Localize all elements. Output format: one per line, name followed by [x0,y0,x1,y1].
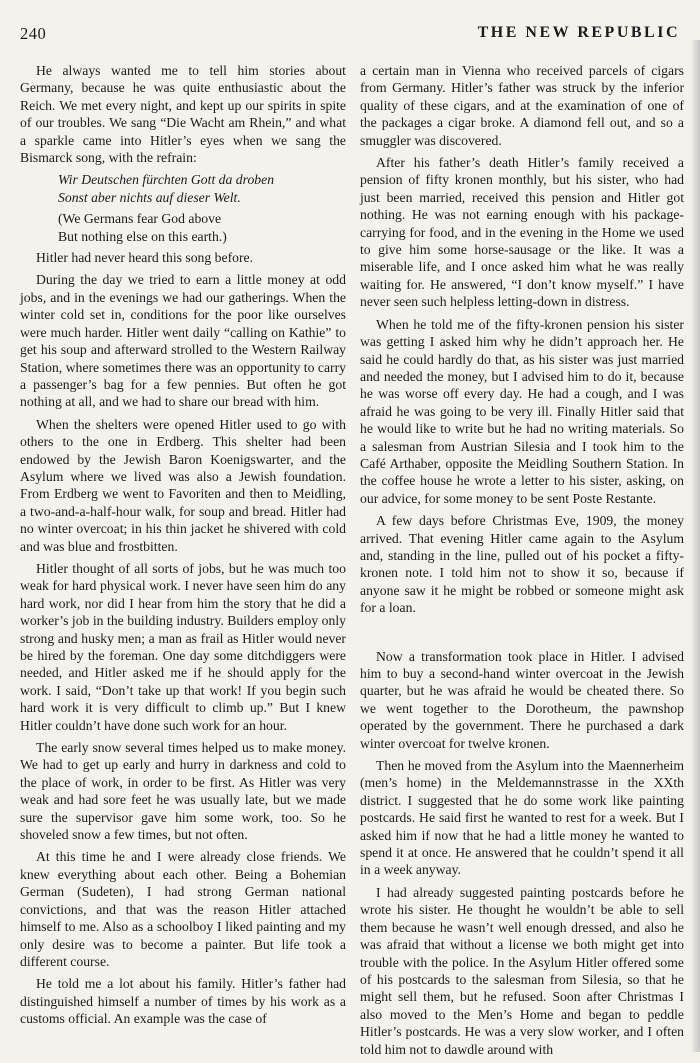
paragraph: Now a transformation took place in Hitler. I advised him to buy a second-hand winter overcoat in the Jewish quarter, but he was afraid he would be cheated there. So we went together to the Dorotheum, the pawnshop operated by the government. There he purchased a dark winter overcoat for twelve kronen. [360,648,684,751]
page-header [20,24,680,48]
right-column [360,62,684,1063]
page-number: 240 [20,24,47,43]
paragraph: Then he moved from the Asylum into the Maennerheim (men’s home) in the Meldemannstrasse in the XXth district. I suggested that he do some work like painting postcards. He said first he wanted to rest for a week. But I asked him if now that he had a little money he wanted to spend it at once. He answered that he couldn’t spend it all in a week anyway. [360,758,684,878]
paragraph: During the day we tried to earn a little money at odd jobs, and in the evenings we had our gatherings. When the winter cold set in, conditions for the poor like ourselves were much harder. Hitler went daily “calling on Kathie” to get his soup and afterward strolled to the Western Railway Station, where sometimes there was an opportunity to carry a passenger’s bag for a few pennies. But often he got nothing at all, and we had to share our bread with him. [20,272,346,410]
paragraph: After his father’s death Hitler’s family received a pension of fifty kronen monthly, but his sister, who had just been married, received this pension and Hitler got nothing. He was not earning enough with his package-carrying for food, and in the evening in the Home we used to give him some horse-sausage or the like. It was a miserable life, and I once asked him what he was really waiting for. He answered, “I don’t know myself.” I have never seen such helpless letting-down in distress. [360,155,684,310]
paragraph: When the shelters were opened Hitler used to go with others to the one in Erdberg. This shelter had been endowed by the Jewish Baron Koenigswarter, and the Asylum where we lived was also a Jewish foundation. From Erdberg we went to Favoriten and then to Meidling, a two-and-a-half-hour walk, for soup and bread. Hitler had no winter overcoat; in his thin jacket he shivered with cold and was blue and frostbitten. [20,416,346,554]
paragraph: Hitler had never heard this song before. [36,250,254,266]
section-break [360,622,684,648]
english-verse [58,210,346,245]
paragraph: The early snow several times helped us to make money. We had to get up early and hurry in darkness and cold to the place of work, in order to be first. As Hitler was very weak and had sore feet he was usually late, but we made sure the supervisor gave him some work, too. So he shoveled snow a few times, but not often. [20,740,346,843]
paragraph: A few days before Christmas Eve, 1909, the money arrived. That evening Hitler came again to the Asylum and, standing in the line, pulled out of his pocket a fifty-kronen note. I told him not to show it so, because if anyone saw it he might be robbed or someone might ask for a loan. [360,513,684,616]
paragraph: He always wanted me to tell him stories about Germany, because he was quite enthusiastic about the Reich. We met every night, and kept up our spirits in spite of our troubles. We sang “Die Wacht am Rhein,” and what a sparkle came into Hitler’s eyes when we sang the Bismarck song, with the refrain: [20,63,346,166]
paragraph: At this time he and I were already close friends. We knew everything about each other. Being a Bohemian German (Sudeten), I had strong German national convictions, and that was the reason Hitler attached himself to me. Also as a schoolboy I liked painting and my only desire was to become a painter. But life took a different course. [20,849,346,969]
verse-line: (We Germans fear God above [58,211,222,227]
page-edge-shadow [690,40,700,1052]
paragraph: a certain man in Vienna who received parcels of cigars from Germany. Hitler’s father was struck by the inferior quality of these cigars, and at the examination of one of the packages a cigar broke. A diamond fell out, and so a smuggler was discovered. [360,63,684,148]
german-verse [58,171,346,206]
left-column [20,62,346,1033]
journal-title: THE NEW REPUBLIC [477,24,680,41]
verse-line: Wir Deutschen fürchten Gott da droben [58,172,275,188]
verse-line: Sonst aber nichts auf dieser Welt. [58,189,241,205]
verse-line: But nothing else on this earth.) [58,228,227,244]
paragraph: When he told me of the fifty-kronen pension his sister was getting I asked him why he didn’t approach her. He said he could hardly do that, as his sister was just married and needed the money, but I advised him to do it, because he was worse off every day. He had a cough, and I was afraid he was going to be very ill. Finally Hitler said that he would like to write but he had no writing materials. So a salesman from Austrian Silesia and I took him to the Café Arthaber, opposite the Meidling Southern Station. In the coffee house he wrote a letter to his sister, asking, on our advice, for some money to be sent Poste Restante. [360,316,684,506]
paragraph: He told me a lot about his family. Hitler’s father had distinguished himself a number of times by his work as a customs official. An example was the case of [20,976,346,1027]
paragraph: I had already suggested painting postcards before he wrote his sister. He thought he wouldn’t be able to sell them because he wasn’t well enough dressed, and also he was afraid that without a license we both might get into trouble with the police. In the Asylum Hitler offered some of his postcards to the salesman from Silesia, so that he might sell them, but he refused. Soon after Christmas I also moved to the Men’s Home and began to peddle Hitler’s postcards. He was a very slow worker, and I often told him not to dawdle around with [360,884,684,1057]
paragraph: Hitler thought of all sorts of jobs, but he was much too weak for hard physical work. I never have seen him do any hard work, nor did I hear from him the story that he did a worker’s job in the building industry. Builders employ only strong and husky men; a man as frail as Hitler would never be hired by the foreman. One day some ditchdiggers were needed, and Hitler asked me if he should apply for the work. I said, “Don’t take up that work! If you begin such hard work it is very difficult to climb up.” But I knew Hitler couldn’t have done such work for an hour. [20,560,346,733]
